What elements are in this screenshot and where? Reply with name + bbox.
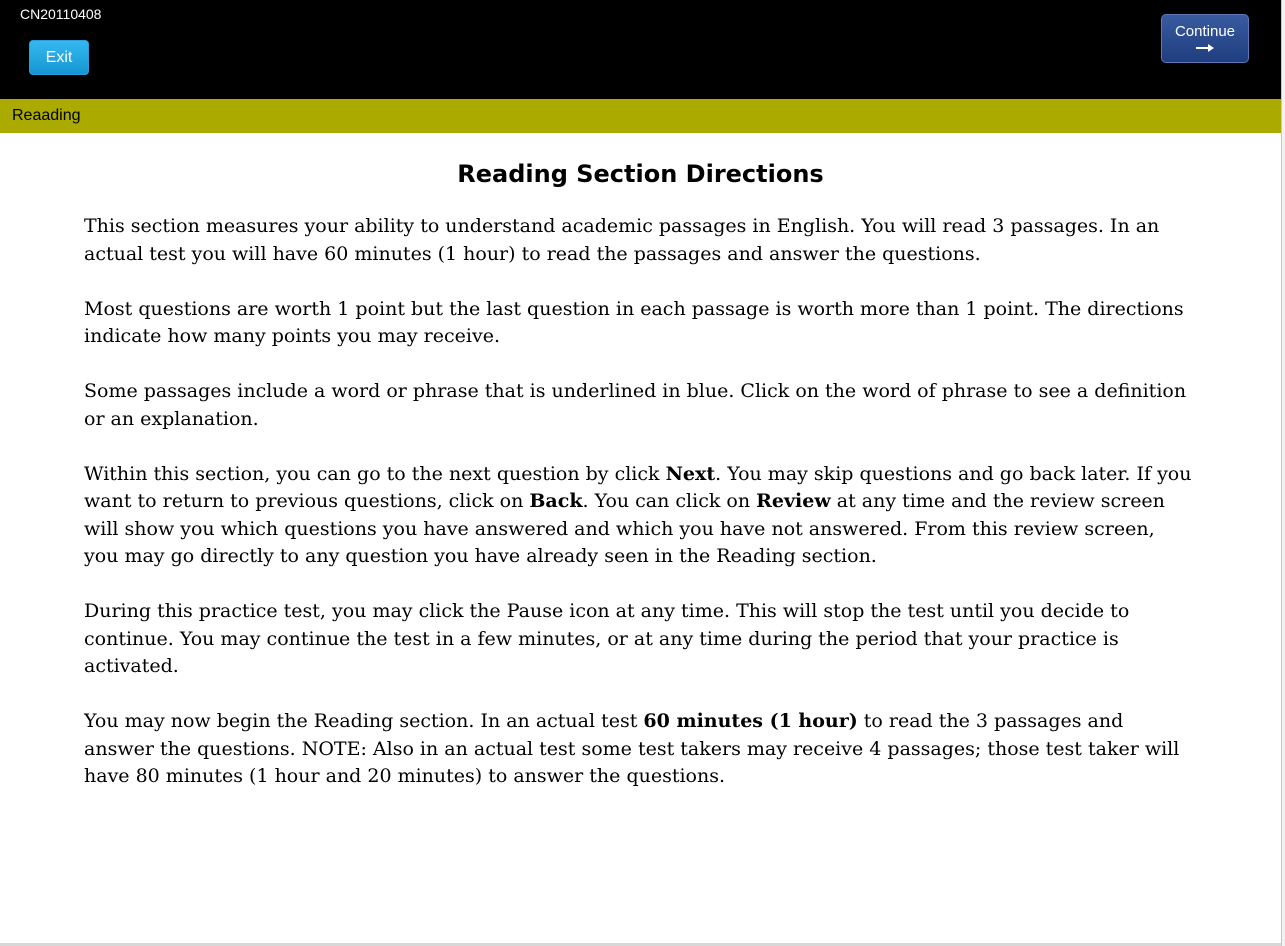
window-right-edge [1281, 0, 1285, 946]
directions-content [84, 213, 1194, 818]
test-id: CN20110408 [20, 6, 102, 22]
paragraph-text: Within this section, you can go to the next question by click [84, 462, 666, 485]
directions-paragraph-5: During this practice test, you may click the Pause icon at any time. This will stop the test until you decide to continue. You may continue the test in a few minutes, or at any time during the period that your practice is activated. [84, 600, 1130, 677]
paragraph-text: at any time and the review screen will show you which questions you have answered and which you have not answered. From this review screen, you may go directly to any question you have already seen in the Reading section. [84, 490, 1165, 567]
directions-paragraph-2: Most questions are worth 1 point but the last question in each passage is worth more than 1 point. The directions indicate how many points you may receive. [84, 297, 1184, 347]
review-keyword: Review [756, 490, 831, 512]
time-limit-emphasis: 60 minutes (1 hour) [643, 710, 858, 732]
section-name: Reaading [12, 107, 81, 124]
directions-paragraph-6 [84, 708, 1194, 791]
paragraph-text: to read the 3 passages and answer the questions. NOTE: Also in an actual test some test takers may receive 4 passages; those test taker will have 80 minutes (1 hour and 20 minutes) to answer the questions. [84, 710, 1180, 787]
top-bar [0, 0, 1281, 99]
directions-paragraph-1: This section measures your ability to understand academic passages in English. You will read 3 passages. In an actual test you will have 60 minutes (1 hour) to read the passages and answer the questions. [84, 215, 1160, 265]
section-bar [0, 99, 1281, 133]
paragraph-text: . You may skip questions and go back later. If you want to return to previous questions, click on [84, 462, 1192, 512]
page-title: Reading Section Directions [457, 160, 824, 188]
paragraph-text: . You can click on [582, 490, 757, 512]
paragraph-text: You may now begin the Reading section. In an actual test [84, 710, 644, 732]
continue-button[interactable] [1161, 14, 1249, 63]
back-keyword: Back [529, 490, 583, 512]
right-arrow-icon [1195, 43, 1215, 53]
directions-paragraph-4 [84, 461, 1194, 571]
next-keyword: Next [665, 462, 716, 485]
directions-paragraph-3: Some passages include a word or phrase that is underlined in blue. Click on the word of phrase to see a definition or an explanation. [84, 380, 1187, 430]
continue-label: Continue [1174, 23, 1236, 40]
exit-button[interactable]: Exit [29, 40, 89, 75]
